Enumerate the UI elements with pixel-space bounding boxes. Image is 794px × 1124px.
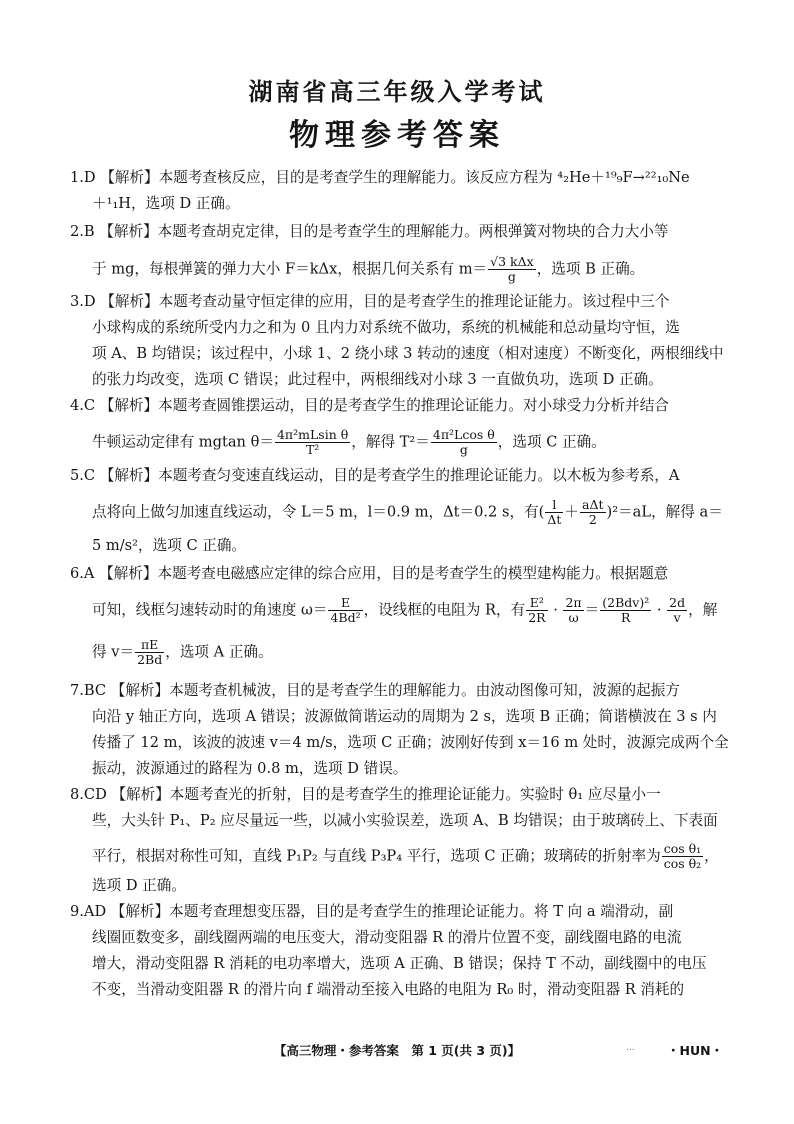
formula-fraction (667, 596, 687, 625)
exam-title: 湖南省高三年级入学考试 (248, 78, 546, 106)
fraction-numerator: aΔt (582, 497, 604, 512)
answer-6-text-pre: 可知，线框匀速转动时的角速度 ω＝ (92, 601, 328, 619)
formula-fraction (135, 638, 164, 667)
formula-fraction (275, 428, 350, 457)
fraction-denominator: cos θ₂ (663, 856, 702, 871)
answer-7-line-2: 向沿 y 轴正方向，选项 A 错误；波源做简谐运动的周期为 2 s，选项 B 正确；简谐横波在 3 s 内 (92, 708, 717, 725)
answer-subtitle: 物理参考答案 (289, 118, 505, 153)
fraction-denominator: g (459, 442, 468, 457)
answer-6-text-post: ，选项 A 正确。 (165, 643, 273, 661)
answer-4-text-mid: ，解得 T²＝ (351, 433, 430, 451)
fraction-numerator: l (545, 498, 563, 513)
answer-3-line-2: 小球构成的系统所受内力之和为 0 且内力对系统不做功，系统的机械能和总动量均守恒，选 (92, 319, 680, 336)
formula-fraction (600, 596, 651, 625)
answer-2-text-pre: 于 mg，每根弹簧的弹力大小 F＝kΔx，根据几何关系有 m＝ (92, 260, 488, 278)
fraction-denominator: 2 (588, 512, 597, 527)
answer-6-line-1: 6.A 【解析】本题考查电磁感应定律的综合应用，目的是考查学生的模型建构能力。根据题意 (70, 565, 669, 582)
answer-8-line-3 (92, 842, 722, 871)
answer-8-text-pre: 平行，根据对称性可知，直线 P₁P₂ 与直线 P₃P₄ 平行，选项 C 正确；玻璃砖的折射率为 (92, 847, 661, 865)
answer-7-line-3: 传播了 12 m，该波的波速 v＝4 m/s，选项 C 正确；波刚好传到 x＝16 m 处时，波源完成两个全 (92, 734, 729, 751)
footer-region-code: ・HUN・ (667, 1043, 724, 1058)
footer-dots: ... (626, 1043, 635, 1053)
answer-8-line-1: 8.CD 【解析】本题考查光的折射，目的是考查学生的推理论证能力。实验时 θ₁ 应尽量小一 (70, 786, 661, 803)
fraction-denominator: Δt (547, 512, 562, 527)
fraction-denominator: 2R (528, 610, 546, 625)
page-footer: 【高三物理・参考答案 第 1 页(共 3 页)】 (273, 1043, 521, 1058)
answer-5-line-2 (92, 498, 722, 527)
fraction-numerator: √3 kΔx (490, 254, 534, 269)
answer-1-line-1: 1.D 【解析】本题考查核反应，目的是考查学生的理解能力。该反应方程为 ⁴₂He＋¹⁹₉F→²²₁₀Ne (70, 169, 690, 186)
answer-5-line-3: 5 m/s²，选项 C 正确。 (92, 537, 247, 554)
answer-6-text-mid: ，设线框的电阻为 R，有 (363, 601, 526, 619)
answer-7-line-1: 7.BC 【解析】本题考查机械波，目的是考查学生的理解能力。由波动图像可知，波源的起振方 (70, 682, 680, 699)
fraction-numerator: 2d (669, 595, 686, 610)
answer-3-line-4: 的张力均改变，选项 C 错误；此过程中，两根细线对小球 3 一直做负功，选项 D 正确。 (92, 371, 663, 388)
answer-5-line-1: 5.C 【解析】本题考查匀变速直线运动，目的是考查学生的推理论证能力。以木板为参考系，A (70, 467, 680, 484)
answer-3-line-1: 3.D 【解析】本题考查动量守恒定律的应用，目的是考查学生的推理论证能力。该过程中三个 (70, 293, 670, 310)
answer-3-line-3: 项 A、B 均错误；该过程中，小球 1、2 绕小球 3 转动的速度（相对速度）不断变化，两根细线中 (92, 345, 724, 362)
answer-4-line-1: 4.C 【解析】本题考查圆锥摆运动，目的是考查学生的推理论证能力。对小球受力分析并结合 (70, 397, 669, 414)
fraction-numerator: cos θ₁ (663, 841, 702, 856)
fraction-numerator: 4π²mLsin θ (276, 427, 349, 442)
fraction-denominator: 4Bd² (330, 610, 361, 625)
answer-4-text-pre: 牛顿运动定律有 mgtan θ＝ (92, 433, 274, 451)
fraction-denominator: ω (568, 610, 579, 625)
answer-6-line-3 (92, 638, 722, 667)
answer-5-text-pre: 点将向上做匀加速直线运动，令 L＝5 m，l＝0.9 m，Δt＝0.2 s，有( (92, 503, 545, 521)
answer-6-text-post: ，解 (688, 601, 718, 619)
answer-5-text-mid: ＋ (564, 503, 580, 521)
answer-8-line-2: 些，大头针 P₁、P₂ 应尽量远一些，以减小实验误差，选项 A、B 均错误；由于玻璃砖上、下表面 (92, 812, 718, 829)
fraction-numerator: 4π²Lcos θ (432, 427, 495, 442)
multiply-dot: · (548, 601, 563, 619)
answer-8-line-4: 选项 D 正确。 (92, 877, 186, 894)
answer-6-line-2 (92, 596, 722, 625)
fraction-numerator: (2Bdv)² (602, 595, 650, 610)
fraction-denominator: 2Bd (137, 652, 163, 667)
answer-9-line-3: 增大，滑动变阻器 R 消耗的电功率增大，选项 A 正确、B 错误；保持 T 不动，副线圈中的电压 (92, 955, 707, 972)
answer-9-line-1: 9.AD 【解析】本题考查理想变压器，目的是考查学生的推理论证能力。将 T 向 a 端滑动，副 (70, 903, 674, 920)
answer-2-line-1: 2.B 【解析】本题考查胡克定律，目的是考查学生的理解能力。两根弹簧对物块的合力大小等 (70, 223, 669, 240)
formula-fraction (328, 596, 362, 625)
formula-fraction (580, 498, 606, 527)
formula-fraction (545, 498, 563, 527)
formula-fraction (526, 596, 547, 625)
fraction-denominator: R (621, 610, 631, 625)
fraction-numerator: πE (135, 638, 164, 653)
fraction-numerator: E² (526, 596, 547, 611)
answer-5-text-post: )²＝aL，解得 a＝ (606, 503, 723, 521)
formula-fraction (662, 842, 703, 871)
answer-2-text-post: ，选项 B 正确。 (536, 260, 645, 278)
answer-9-line-4: 不变，当滑动变阻器 R 的滑片向 f 端滑动至接入电路的电阻为 R₀ 时，滑动变阻器 R 消耗的 (92, 981, 685, 998)
answer-8-text-post: ， (704, 847, 719, 865)
answer-4-line-2 (92, 428, 722, 457)
multiply-dot: · (652, 601, 667, 619)
fraction-numerator: 2π (565, 595, 582, 610)
fraction-numerator: E (328, 596, 362, 611)
answer-6-text-pre: 得 v＝ (92, 643, 135, 661)
answer-7-line-4: 振动，波源通过的路程为 0.8 m，选项 D 错误。 (92, 760, 408, 777)
equals-sign: ＝ (584, 601, 600, 619)
fraction-denominator: T² (305, 442, 320, 457)
fraction-denominator: g (507, 269, 516, 284)
fraction-denominator: v (673, 610, 681, 625)
answer-9-line-2: 线圈匝数变多，副线圈两端的电压变大，滑动变阻器 R 的滑片位置不变，副线圈电路的电流 (92, 929, 682, 946)
answer-4-text-post: ，选项 C 正确。 (497, 433, 606, 451)
formula-fraction (488, 255, 536, 284)
formula-fraction (563, 596, 583, 625)
answer-1-line-2: ＋¹₁H，选项 D 正确。 (92, 195, 240, 212)
answer-2-line-2 (92, 255, 722, 284)
formula-fraction (431, 428, 497, 457)
